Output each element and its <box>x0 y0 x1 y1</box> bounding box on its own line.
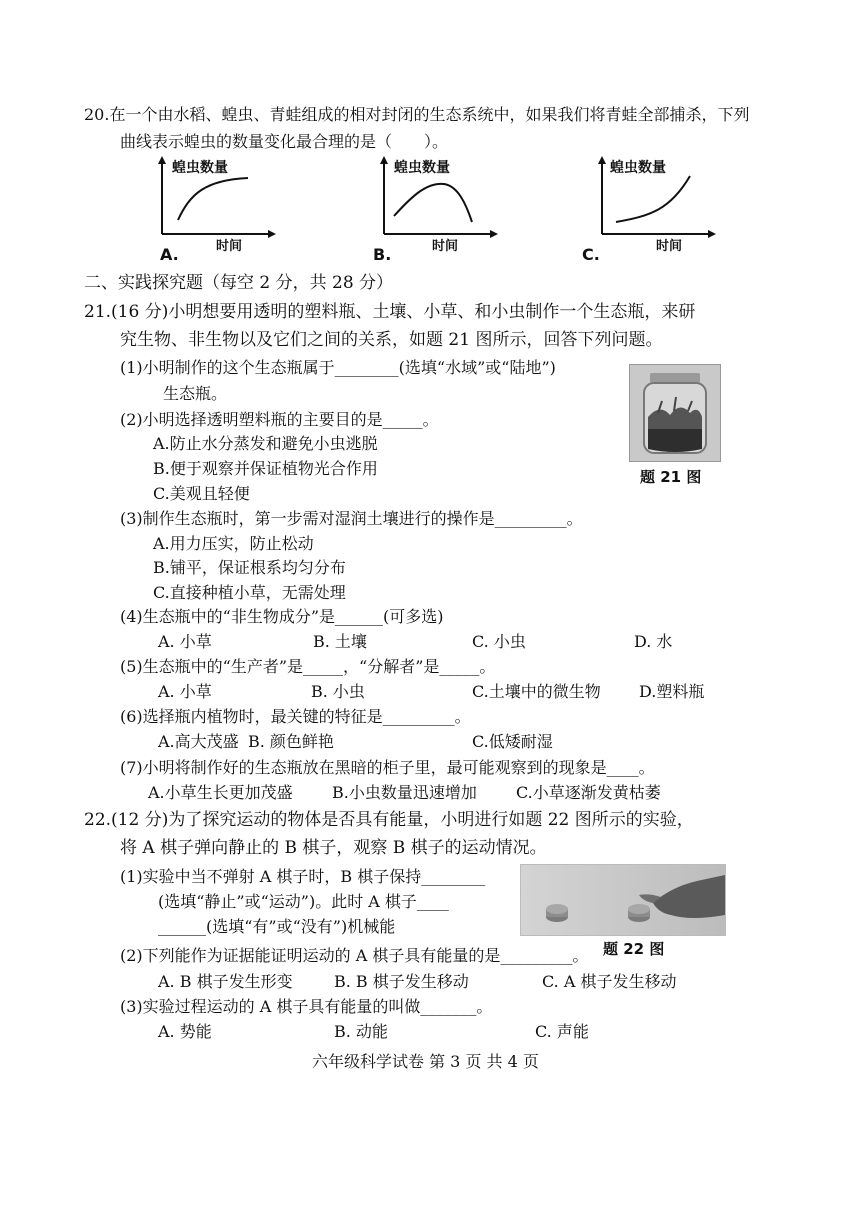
q21-line1: 21.(16 分)小明想要用透明的塑料瓶、土壤、小草、和小虫制作一个生态瓶，来研 <box>84 302 696 322</box>
q21-s7-option-a: A.小草生长更加茂盛 <box>148 783 293 802</box>
q21-s2-option-b: B.便于观察并保证植物光合作用 <box>153 459 378 478</box>
q21-s4-option-b: B. 土壤 <box>313 632 367 651</box>
q22-s1b: (选填“静止”或“运动”)。此时 A 棋子____ <box>158 892 449 911</box>
ecobottle-photo <box>629 364 721 462</box>
q21-s5-option-a: A. 小草 <box>158 682 212 701</box>
q21-s4-option-a: A. 小草 <box>158 632 212 651</box>
q22-line1: 22.(12 分)为了探究运动的物体是否具有能量，小明进行如题 22 图所示的实验， <box>84 810 694 830</box>
q22-s2-option-c: C. A 棋子发生移动 <box>542 972 677 991</box>
graph-a <box>150 154 280 254</box>
q21-s6: (6)选择瓶内植物时，最关键的特征是_________。 <box>120 707 471 726</box>
graph-c-letter: C. <box>582 245 600 264</box>
q22-s3: (3)实验过程运动的 A 棋子具有能量的叫做_______。 <box>120 997 493 1016</box>
q21-s3-option-a: A.用力压实，防止松动 <box>153 534 314 553</box>
q22-s1a: (1)实验中当不弹射 A 棋子时，B 棋子保持________ <box>120 867 486 886</box>
graph-a-ylabel: 蝗虫数量 <box>172 160 228 176</box>
q21-s6-option-a: A.高大茂盛 <box>158 732 239 751</box>
graph-a-xlabel: 时间 <box>216 239 243 254</box>
q21-s5-option-d: D.塑料瓶 <box>639 682 705 701</box>
checkers-image <box>521 865 725 935</box>
graph-b-ylabel: 蝗虫数量 <box>394 160 450 176</box>
q21-s3-option-c: C.直接种植小草，无需处理 <box>153 583 346 602</box>
graph-b-xlabel: 时间 <box>432 239 459 254</box>
graph-c <box>590 154 720 254</box>
q22-s1c: ______(选填“有”或“没有”)机械能 <box>158 917 396 936</box>
q21-s6-option-b: B. 颜色鲜艳 <box>248 732 334 751</box>
q21-s4: (4)生态瓶中的“非生物成分”是______(可多选) <box>120 607 444 626</box>
q22-s2-option-a: A. B 棋子发生形变 <box>158 972 293 991</box>
q20-line1: 20.在一个由水稻、蝗虫、青蛙组成的相对封闭的生态系统中，如果我们将青蛙全部捕杀，下列 <box>84 105 750 124</box>
q21-s5-option-c: C.土壤中的微生物 <box>472 682 601 701</box>
q21-s3-option-b: B.铺平，保证根系均匀分布 <box>153 558 346 577</box>
q21-s6-option-c: C.低矮耐湿 <box>472 732 553 751</box>
graph-a-letter: A. <box>160 245 179 264</box>
q21-s1b: 生态瓶。 <box>163 384 228 403</box>
q21-s4-option-c: C. 小虫 <box>472 632 526 651</box>
q20-line2: 曲线表示蝗虫的数量变化最合理的是（ ）。 <box>120 132 449 151</box>
q21-s7-option-b: B.小虫数量迅速增加 <box>332 783 477 802</box>
q22-s3-option-c: C. 声能 <box>535 1022 589 1041</box>
section-heading: 二、实践探究题（每空 2 分，共 28 分） <box>84 273 394 293</box>
q22-line2: 将 A 棋子弹向静止的 B 棋子，观察 B 棋子的运动情况。 <box>120 838 547 858</box>
q22-s2-option-b: B. B 棋子发生移动 <box>334 972 469 991</box>
q21-s4-option-d: D. 水 <box>634 632 673 651</box>
q22-s3-option-a: A. 势能 <box>158 1022 212 1041</box>
checkers-photo <box>520 864 726 936</box>
q21-s1a: (1)小明制作的这个生态瓶属于________(选填“水域”或“陆地”) <box>120 358 556 377</box>
graph-b <box>372 154 502 254</box>
q21-s2-option-a: A.防止水分蒸发和避免小虫逃脱 <box>153 434 378 453</box>
q21-s5-option-b: B. 小虫 <box>311 682 365 701</box>
q21-s7: (7)小明将制作好的生态瓶放在黑暗的柜子里，最可能观察到的现象是____。 <box>120 758 655 777</box>
q21-s7-option-c: C.小草逐渐发黄枯萎 <box>516 783 661 802</box>
graph-b-letter: B. <box>373 245 392 264</box>
graph-c-ylabel: 蝗虫数量 <box>610 160 666 176</box>
page-footer: 六年级科学试卷 第 3 页 共 4 页 <box>312 1052 539 1071</box>
q22-s2: (2)下列能作为证据能证明运动的 A 棋子具有能量的是_________。 <box>120 946 589 965</box>
jar-image <box>630 365 720 461</box>
q21-s5: (5)生态瓶中的“生产者”是_____，“分解者”是_____。 <box>120 657 496 676</box>
figure-21-caption: 题 21 图 <box>640 468 702 486</box>
graph-c-xlabel: 时间 <box>656 239 683 254</box>
q22-s3-option-b: B. 动能 <box>334 1022 388 1041</box>
q21-s2: (2)小明选择透明塑料瓶的主要目的是_____。 <box>120 410 439 429</box>
q21-s2-option-c: C.美观且轻便 <box>153 484 250 503</box>
q21-s3: (3)制作生态瓶时，第一步需对湿润土壤进行的操作是_________。 <box>120 509 583 528</box>
q21-line2: 究生物、非生物以及它们之间的关系，如题 21 图所示，回答下列问题。 <box>120 330 663 350</box>
figure-22-caption: 题 22 图 <box>603 940 665 958</box>
